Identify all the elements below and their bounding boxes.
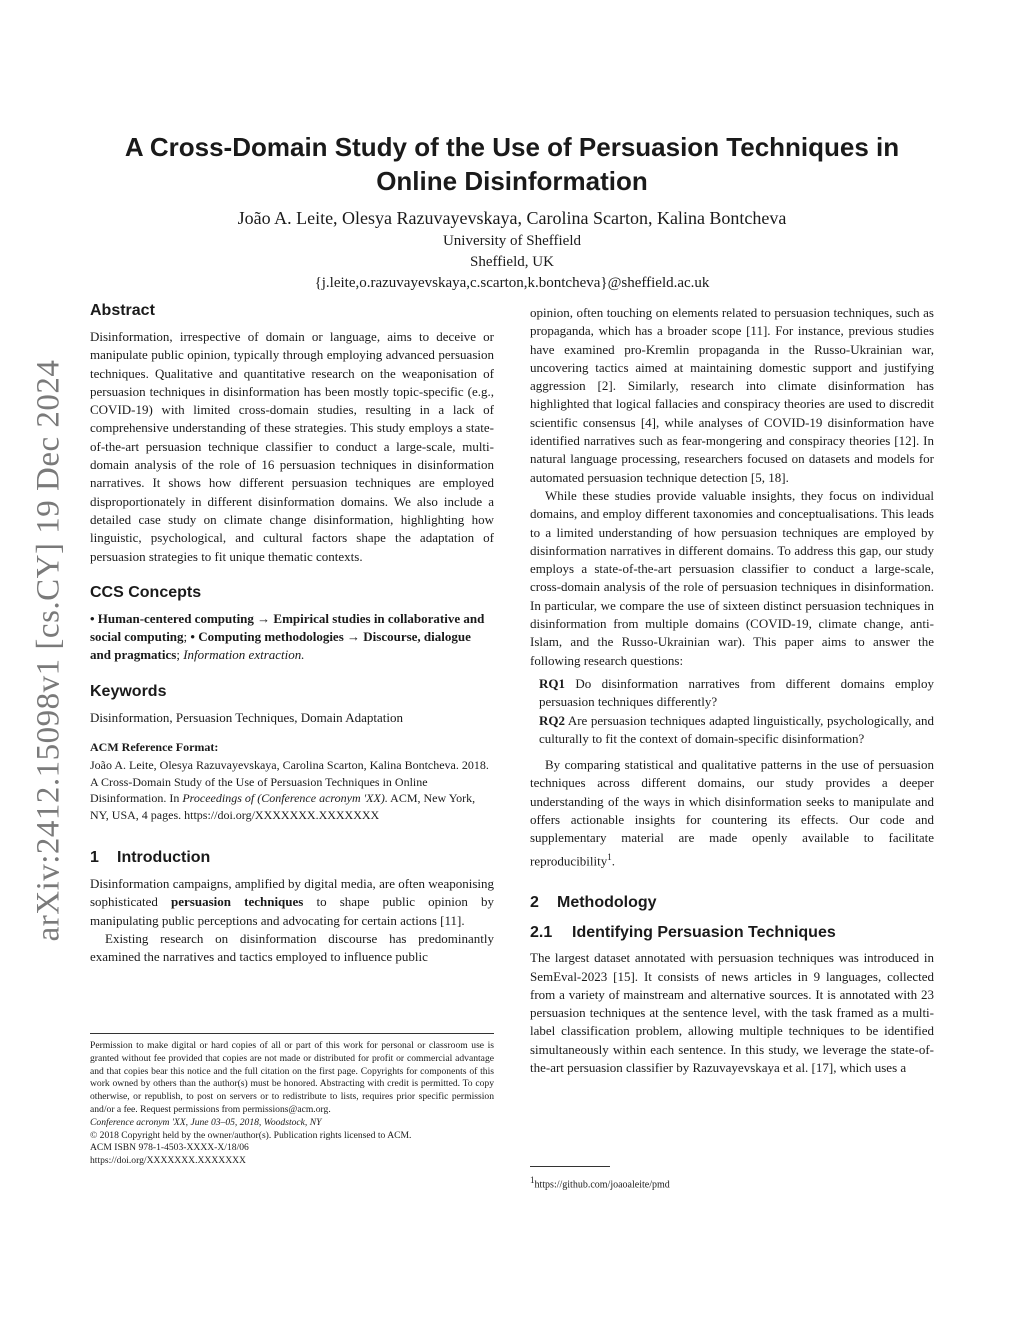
doi-line: https://doi.org/XXXXXXX.XXXXXXX xyxy=(90,1155,246,1167)
permission-text: Permission to make digital or hard copies of all or part of this work for personal or classroom use is granted without fee provided that copies are not made or distributed for profit or commercial advantage and that copies bear this notice and the full citation on the first page. Copyrights for components of this work owned by others than the author(s) must be honored. Abstracting with credit is permitted. To copy otherwise, or republish, to post on servers or to redistribute to lists, requires prior specific permission and/or a fee. Request permissions from permissions@acm.org. xyxy=(90,1040,494,1115)
permission-block xyxy=(90,1033,494,1168)
intro-p1-a: Disinformation campaigns, amplified by digital media, are often weaponising sophisticated xyxy=(90,876,494,910)
keywords-heading: Keywords xyxy=(90,682,167,700)
methodology-paragraph-1: The largest dataset annotated with persuasion techniques was introduced in SemEval-2023 [15]. It consists of news articles in 9 languages, collected from a variety of mainstream and alternative sources. It is annotated with 23 persuasion techniques at the sentence level, with the task framed as a multi-label classification problem, allowing multiple techniques to be identified simultaneously within each sentence. In this study, we leverage the state-of-the-art persuasion classifier by Razuvayevskaya et al. [17], which uses a xyxy=(530,950,934,1076)
ccs-bullet-1: • Human-centered computing xyxy=(90,610,254,626)
introduction-number: 1 xyxy=(90,849,99,867)
right-p3-text: By comparing statistical and qualitative patterns in the use of persuasion techniques across different domains, our study provides a deeper understanding of the ways in which disinformation seeks to manipulate and offers actionable insights for countering its effects. Our code and supplementary material are made openly available to facilitate reproducibility xyxy=(530,757,934,868)
subsection-number: 2.1 xyxy=(530,924,553,942)
acm-reference-part2: ACM, New York, NY, USA, 4 pages. https://doi.org/XXXXXXX.XXXXXXX xyxy=(90,791,476,822)
abstract-text: Disinformation, irrespective of domain or language, aims to deceive or manipulate public opinion, typically through employing advanced persuasion techniques. Qualitative and quantitative research on the weaponisation of persuasion techniques in disinformation has been mostly topic-specific (e.g., COVID-19) with limited cross-domain studies, resulting in a lack of comprehensive understanding of these strategies. This study employs a state-of-the-art persuasion technique classifier to conduct a large-scale, multi-domain analysis of the role of 16 persuasion techniques in disinformation narratives. It shows how different persuasion techniques are employed disproportionately in different disinformation domains. We also include a detailed case study on climate change disinformation, highlighting how linguistic, psychological, and cultural factors shape the adaptation of persuasion strategies to fit unique thematic contexts. xyxy=(90,329,494,564)
acm-reference-proceedings: Proceedings of (Conference acronym 'XX). xyxy=(182,791,388,806)
acm-reference-part1: João A. Leite, Olesya Razuvayevskaya, Carolina Scarton, Kalina Bontcheva. 2018. A Cross-Domain Study of the Use of Persuasion Techniques in Online Disinformation. In xyxy=(90,758,489,806)
copyright-line: © 2018 Copyright held by the owner/author(s). Publication rights licensed to ACM. xyxy=(90,1129,412,1141)
methodology-heading xyxy=(530,892,934,914)
left-column xyxy=(90,300,494,967)
footnote-divider xyxy=(530,1166,610,1167)
methodology-title: Methodology xyxy=(557,894,657,912)
paper-title: A Cross-Domain Study of the Use of Persuasion Techniques in Online Disinformation xyxy=(124,132,900,196)
rq2-label: RQ2 xyxy=(539,712,565,728)
conference-line: Conference acronym 'XX, June 03–05, 2018, Woodstock, NY xyxy=(90,1116,322,1128)
research-question-2 xyxy=(530,712,934,749)
keywords-text: Disinformation, Persuasion Techniques, Domain Adaptation xyxy=(90,709,403,725)
footnote-url: https://github.com/joaoaleite/pmd xyxy=(534,1179,670,1191)
rq2-text: Are persuasion techniques adapted linguistically, psychologically, and culturally to fit the context of domain-specific disinformation? xyxy=(539,712,934,746)
right-paragraph-3 xyxy=(530,756,934,870)
introduction-paragraph-1 xyxy=(90,875,494,930)
ccs-heading: CCS Concepts xyxy=(90,583,202,601)
footnote-number: 1 xyxy=(530,1175,535,1185)
ccs-concepts xyxy=(90,610,494,665)
intro-p1-b: to shape public opinion by manipulating public perceptions and advocating for certain actions [11]. xyxy=(90,894,494,928)
right-paragraph-1: opinion, often touching on elements related to persuasion techniques, such as propaganda, which has a broader scope [11]. For instance, previous studies have examined pro-Kremlin propaganda in the Russo-Ukrainian war, uncovering tactics aimed at maintaining domestic support and justifying aggression [2]. Similarly, research into climate disinformation has highlighted that logical fallacies and conspiracy theories are used to discredit scientific consensus [4], while analyses of COVID-19 disinformation have identified narratives such as fear-mongering and conspiracy theories [12]. In natural language processing, researchers focused on datasets and models for automated persuasion technique detection [5, 18]. xyxy=(530,305,934,485)
rq1-label: RQ1 xyxy=(539,675,565,691)
introduction-paragraph-2: Existing research on disinformation discourse has predominantly examined the narratives and tactics employed to influence public xyxy=(90,930,494,965)
ccs-concept-2: Discourse, dialogue and pragmatics xyxy=(90,629,471,663)
footnote-marker: 1 xyxy=(607,851,612,862)
right-p3-end: . xyxy=(611,852,616,868)
author-list: João A. Leite, Olesya Razuvayevskaya, Carolina Scarton, Kalina Bontcheva xyxy=(237,208,787,228)
rq1-text: Do disinformation narratives from different domains employ persuasion techniques differently? xyxy=(539,675,934,710)
introduction-heading xyxy=(90,847,494,869)
footnote-block xyxy=(530,1166,934,1192)
subsection-title: Identifying Persuasion Techniques xyxy=(572,924,836,942)
acm-reference-heading: ACM Reference Format: xyxy=(90,740,219,755)
ccs-concept-3: Information extraction. xyxy=(183,647,305,663)
arxiv-stamp xyxy=(14,350,84,950)
subsection-heading xyxy=(530,922,934,944)
footnote-1 xyxy=(530,1173,934,1192)
isbn-line: ACM ISBN 978-1-4503-XXXX-X/18/06 xyxy=(90,1142,249,1154)
intro-p1-bold: persuasion techniques xyxy=(171,894,304,910)
ccs-separator: ; xyxy=(183,629,191,645)
permission-divider xyxy=(90,1033,494,1034)
affiliation-location: Sheffield, UK xyxy=(470,254,554,270)
introduction-title: Introduction xyxy=(117,849,211,867)
affiliation-university: University of Sheffield xyxy=(442,233,582,249)
right-paragraph-2: While these studies provide valuable insights, they focus on individual domains, and employ different taxonomies and conceptualisations. This leads to a limited understanding of how persuasion techniques are employed by disinformation narratives in different domains. To address this gap, our study employs a state-of-the-art persuasion classifier to conduct a large-scale, cross-domain analysis of the role of persuasion techniques in disinformation. In particular, we compare the use of sixteen distinct persuasion techniques in disinformation from multiple domains (COVID-19, climate change, anti-Islam, and the Russo-Ukrainian war). This paper aims to answer the following research questions: xyxy=(530,487,934,668)
ccs-separator-2: ; xyxy=(176,647,184,663)
ccs-arrow-1: → xyxy=(253,610,274,626)
acm-reference-text xyxy=(90,757,494,823)
research-question-1 xyxy=(530,675,934,712)
ccs-arrow-2: → xyxy=(347,629,364,645)
abstract-heading: Abstract xyxy=(90,302,155,319)
ccs-bullet-2: • Computing methodologies xyxy=(190,629,344,645)
arxiv-id: arXiv:2412.15098v1 [cs.CY] 19 Dec 2024 xyxy=(30,359,67,941)
methodology-number: 2 xyxy=(530,894,539,912)
ccs-concept-1: Empirical studies in collaborative and social computing xyxy=(90,610,485,645)
affiliation-emails: {j.leite,o.razuvayevskaya,c.scarton,k.bontcheva}@sheffield.ac.uk xyxy=(314,275,710,291)
right-column xyxy=(530,304,934,1077)
